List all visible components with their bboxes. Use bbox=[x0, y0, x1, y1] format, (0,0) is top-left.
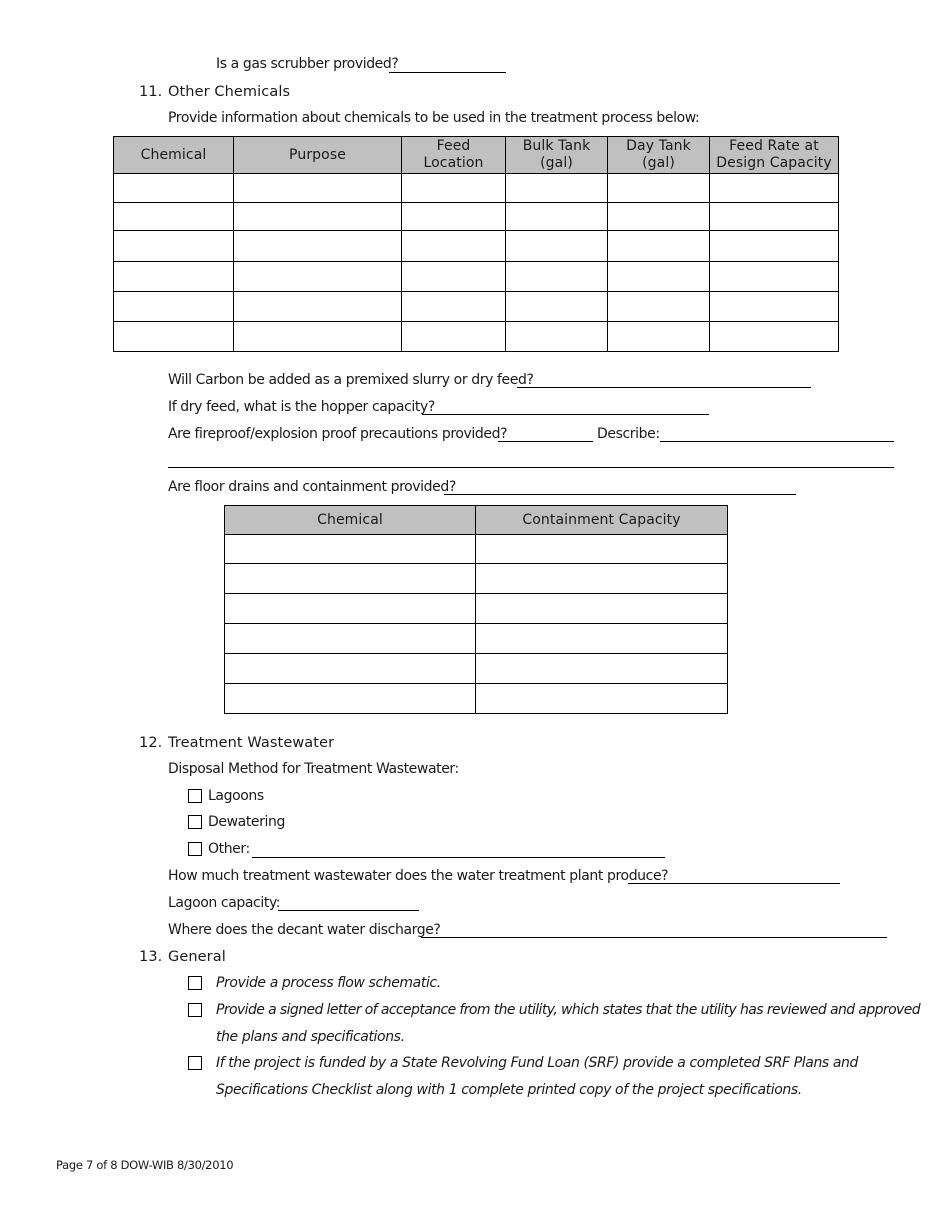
containment-cell[interactable] bbox=[476, 535, 728, 564]
containment-cell[interactable] bbox=[476, 564, 728, 594]
header-purpose: Purpose bbox=[234, 137, 402, 174]
wastewater-produce-answer-line[interactable] bbox=[628, 883, 840, 884]
other-chemicals-cell[interactable] bbox=[710, 231, 839, 262]
gas-scrubber-question: Is a gas scrubber provided? bbox=[216, 56, 399, 72]
other-chemicals-cell[interactable] bbox=[114, 231, 234, 262]
other-chemicals-cell[interactable] bbox=[234, 231, 402, 262]
other-chemicals-cell[interactable] bbox=[608, 174, 710, 203]
hopper-capacity-question: If dry feed, what is the hopper capacity? bbox=[168, 399, 435, 415]
other-chemicals-cell[interactable] bbox=[114, 292, 234, 322]
other-checkbox[interactable] bbox=[188, 842, 202, 856]
other-chemicals-cell[interactable] bbox=[114, 174, 234, 203]
other-chemicals-cell[interactable] bbox=[506, 262, 608, 292]
lagoons-checkbox[interactable] bbox=[188, 789, 202, 803]
header-day-tank: Day Tank (gal) bbox=[608, 137, 710, 174]
other-chemicals-row bbox=[114, 292, 839, 322]
other-chemicals-cell[interactable] bbox=[402, 262, 506, 292]
containment-cell[interactable] bbox=[225, 564, 476, 594]
decant-discharge-question: Where does the decant water discharge? bbox=[168, 922, 441, 938]
containment-header-row bbox=[225, 506, 728, 535]
wastewater-produce-question: How much treatment wastewater does the water treatment plant produce? bbox=[168, 868, 669, 884]
header-chemical: Chemical bbox=[114, 137, 234, 174]
other-chemicals-cell[interactable] bbox=[114, 203, 234, 231]
carbon-feed-question: Will Carbon be added as a premixed slurry or dry feed? bbox=[168, 372, 534, 388]
fireproof-question: Are fireproof/explosion proof precautions provided? bbox=[168, 426, 508, 442]
describe-continuation-line[interactable] bbox=[168, 467, 894, 468]
containment-cell[interactable] bbox=[225, 594, 476, 624]
containment-row bbox=[225, 654, 728, 684]
other-chemicals-cell[interactable] bbox=[402, 203, 506, 231]
header-feed-location: Feed Location bbox=[402, 137, 506, 174]
dewatering-checkbox[interactable] bbox=[188, 815, 202, 829]
other-chemicals-cell[interactable] bbox=[114, 322, 234, 352]
section-11-title: Other Chemicals bbox=[168, 84, 291, 100]
other-chemicals-cell[interactable] bbox=[710, 262, 839, 292]
other-chemicals-cell[interactable] bbox=[608, 203, 710, 231]
other-chemicals-cell[interactable] bbox=[506, 292, 608, 322]
header-feed-rate: Feed Rate at Design Capacity bbox=[710, 137, 839, 174]
other-chemicals-cell[interactable] bbox=[114, 262, 234, 292]
containment-cell[interactable] bbox=[476, 594, 728, 624]
other-chemicals-cell[interactable] bbox=[402, 292, 506, 322]
section-13-title: General bbox=[168, 949, 226, 965]
other-chemicals-cell[interactable] bbox=[234, 203, 402, 231]
other-chemicals-cell[interactable] bbox=[234, 292, 402, 322]
header-bulk-tank: Bulk Tank (gal) bbox=[506, 137, 608, 174]
disposal-method-label: Disposal Method for Treatment Wastewater: bbox=[168, 761, 459, 777]
other-chemicals-cell[interactable] bbox=[608, 231, 710, 262]
srf-checklist-text-line2: Specifications Checklist along with 1 complete printed copy of the project specifications. bbox=[216, 1082, 802, 1098]
lagoons-label: Lagoons bbox=[208, 788, 264, 804]
other-chemicals-row bbox=[114, 203, 839, 231]
other-chemicals-row bbox=[114, 262, 839, 292]
hopper-capacity-answer-line[interactable] bbox=[422, 414, 709, 415]
flow-schematic-checkbox[interactable] bbox=[188, 976, 202, 990]
other-chemicals-row bbox=[114, 231, 839, 262]
describe-label: Describe: bbox=[597, 426, 660, 442]
other-chemicals-cell[interactable] bbox=[506, 174, 608, 203]
containment-table bbox=[224, 505, 728, 714]
other-chemicals-cell[interactable] bbox=[710, 203, 839, 231]
floor-drains-question: Are floor drains and containment provided? bbox=[168, 479, 456, 495]
describe-answer-line[interactable] bbox=[660, 441, 894, 442]
containment-row bbox=[225, 564, 728, 594]
other-chemicals-cell[interactable] bbox=[506, 203, 608, 231]
containment-cell[interactable] bbox=[225, 535, 476, 564]
other-answer-line[interactable] bbox=[252, 857, 665, 858]
containment-cell[interactable] bbox=[476, 654, 728, 684]
dewatering-label: Dewatering bbox=[208, 814, 285, 830]
other-chemicals-cell[interactable] bbox=[710, 322, 839, 352]
containment-cell[interactable] bbox=[225, 684, 476, 714]
other-chemicals-header-row bbox=[114, 137, 839, 174]
lagoon-capacity-answer-line[interactable] bbox=[278, 910, 419, 911]
other-chemicals-cell[interactable] bbox=[234, 322, 402, 352]
decant-discharge-answer-line[interactable] bbox=[421, 937, 887, 938]
fireproof-answer-line[interactable] bbox=[498, 441, 593, 442]
other-chemicals-cell[interactable] bbox=[608, 262, 710, 292]
carbon-feed-answer-line[interactable] bbox=[517, 387, 811, 388]
flow-schematic-text: Provide a process flow schematic. bbox=[216, 975, 441, 991]
other-chemicals-cell[interactable] bbox=[710, 174, 839, 203]
section-12-title: Treatment Wastewater bbox=[168, 735, 335, 751]
srf-checklist-text-line1: If the project is funded by a State Revolving Fund Loan (SRF) provide a completed SRF Plans and bbox=[216, 1055, 859, 1071]
other-chemicals-cell[interactable] bbox=[402, 174, 506, 203]
other-chemicals-table bbox=[113, 136, 839, 352]
section-11-number: 11. bbox=[139, 84, 163, 100]
acceptance-letter-checkbox[interactable] bbox=[188, 1003, 202, 1017]
other-chemicals-cell[interactable] bbox=[234, 174, 402, 203]
other-chemicals-cell[interactable] bbox=[234, 262, 402, 292]
containment-row bbox=[225, 684, 728, 714]
other-chemicals-cell[interactable] bbox=[506, 322, 608, 352]
header-containment-capacity: Containment Capacity bbox=[476, 506, 728, 535]
containment-row bbox=[225, 624, 728, 654]
other-chemicals-row bbox=[114, 322, 839, 352]
srf-checklist-checkbox[interactable] bbox=[188, 1056, 202, 1070]
floor-drains-answer-line[interactable] bbox=[444, 494, 796, 495]
containment-row bbox=[225, 594, 728, 624]
acceptance-letter-text-line1: Provide a signed letter of acceptance from the utility, which states that the utility has reviewed and approved bbox=[216, 1002, 921, 1018]
other-label: Other: bbox=[208, 841, 250, 857]
gas-scrubber-answer-line[interactable] bbox=[389, 72, 506, 73]
other-chemicals-cell[interactable] bbox=[506, 231, 608, 262]
section-13-number: 13. bbox=[139, 949, 163, 965]
section-11-intro: Provide information about chemicals to be used in the treatment process below: bbox=[168, 110, 700, 126]
other-chemicals-cell[interactable] bbox=[402, 231, 506, 262]
containment-cell[interactable] bbox=[476, 624, 728, 654]
page-footer: Page 7 of 8 DOW-WIB 8/30/2010 bbox=[56, 1158, 234, 1172]
containment-cell[interactable] bbox=[225, 624, 476, 654]
acceptance-letter-text-line2: the plans and specifications. bbox=[216, 1029, 405, 1045]
section-12-number: 12. bbox=[139, 735, 163, 751]
other-chemicals-row bbox=[114, 174, 839, 203]
other-chemicals-cell[interactable] bbox=[402, 322, 506, 352]
other-chemicals-cell[interactable] bbox=[608, 292, 710, 322]
header-containment-chemical: Chemical bbox=[225, 506, 476, 535]
containment-cell[interactable] bbox=[476, 684, 728, 714]
other-chemicals-cell[interactable] bbox=[608, 322, 710, 352]
containment-row bbox=[225, 535, 728, 564]
other-chemicals-cell[interactable] bbox=[710, 292, 839, 322]
containment-cell[interactable] bbox=[225, 654, 476, 684]
lagoon-capacity-question: Lagoon capacity: bbox=[168, 895, 281, 911]
